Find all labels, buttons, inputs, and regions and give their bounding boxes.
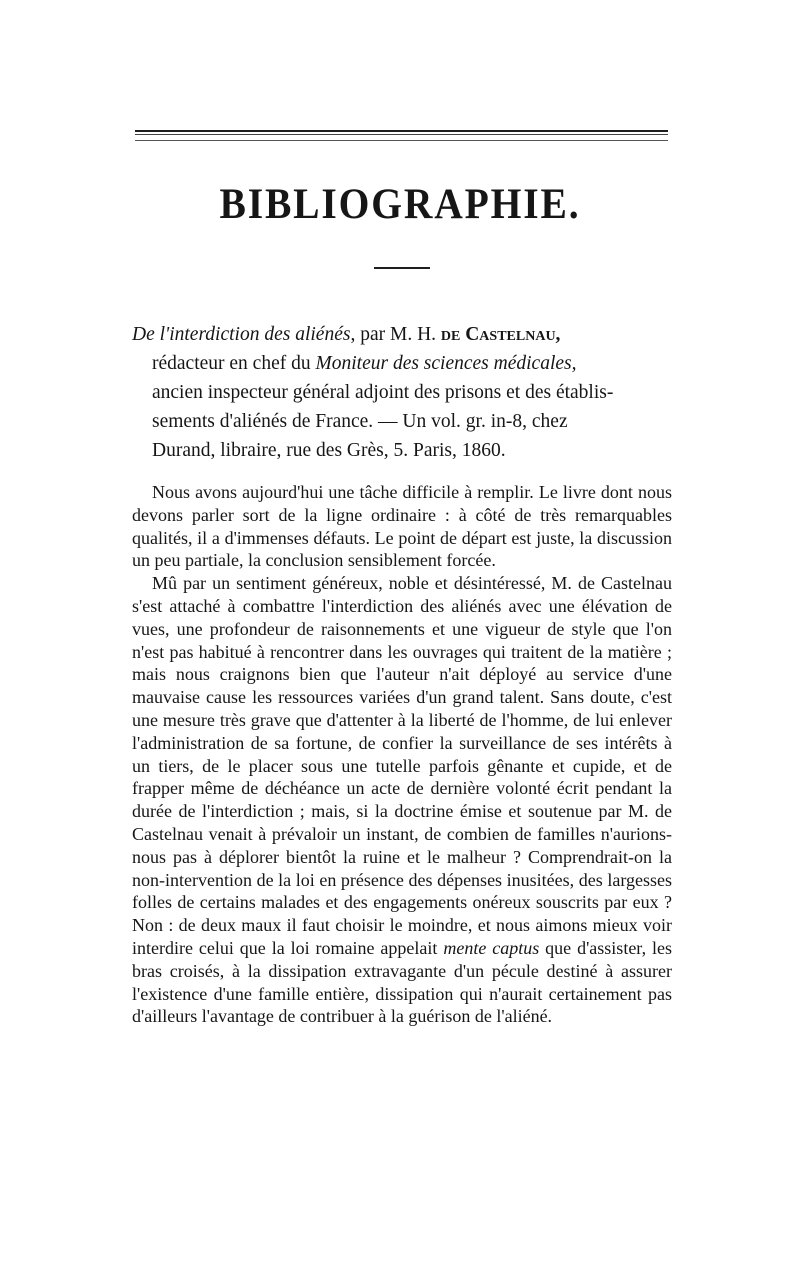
section-heading: BIBLIOGRAPHIE.: [219, 181, 581, 228]
header-rule: [135, 140, 668, 141]
book-title: De l'interdiction des aliénés: [132, 324, 351, 345]
paragraph-2: [132, 572, 672, 1028]
bibliographic-entry: [132, 320, 672, 465]
journal-name: Moniteur: [315, 353, 389, 374]
entry-line-5: Durand, libraire, rue des Grès, 5. Paris, 1860.: [152, 440, 506, 461]
entry-by: , par M. H.: [350, 324, 441, 345]
paragraph-2-text: Mû par un sentiment généreux, noble et désintéressé, M. de Castelnau s'est attaché à combattre l'interdiction des aliénés avec une élévation de vues, une profondeur de raisonnements et une vigueur de style que l'on n'est pas habitué à rencontrer dans les ouvrages qui traitent de la matière ; mais nous craignons bien que l'auteur n'ait déployé au service d'une mauvaise cause les ressources variées d'un grand talent. Sans doute, c'est une mesure très grave que d'attenter à la liberté de l'homme, de lui enlever l'administration de sa fortune, de confier la surveillance de ses intérêts à un tiers, de le placer sous une tutelle parfois gênante et cupide, et de frapper même de déchéance un acte de dernière volonté écrit pendant la durée de l'interdiction ; mais, si la doctrine émise et soutenue par M. de Castelnau venait à prévaloir un instant, de combien de familles n'aurions-nous pas à déplorer bientôt la ruine et le malheur ? Comprendrait-on la non-intervention de la loi en présence des dépenses inusitées, des largesses folles de certains malades et des engagements onéreux souscrits par eux ? Non : de deux maux il faut choisir le moindre, et nous aimons mieux voir interdire celui que la loi romaine appelait: [132, 573, 672, 958]
entry-line-2: [132, 349, 672, 378]
header-rule: [135, 134, 668, 135]
paragraph-1: Nous avons aujourd'hui une tâche difficile à remplir. Le livre dont nous devons parler sort de la ligne ordinaire : à côté de très remarquables qualités, il a d'immenses défauts. Le point de départ est juste, la discussion un peu partiale, la conclusion sensiblement forcée.: [132, 482, 672, 571]
entry-text: rédacteur en chef du: [152, 353, 316, 374]
entry-line-3: ancien inspecteur général adjoint des prisons et des établis-: [152, 382, 614, 403]
entry-line-1: [132, 320, 672, 349]
review-body: [132, 481, 672, 1028]
journal-name-rest: des sciences médicales,: [388, 353, 577, 374]
header-rule: [135, 130, 668, 132]
heading-divider: [374, 267, 430, 269]
paragraph-2-text-end: que d'assister, les bras croisés, à la dissipation extravagante d'un pécule destiné à assurer l'existence d'une famille entière, dissipation qui n'aurait certainement pas d'ailleurs l'avantage de contribuer à la guérison de l'aliéné.: [132, 937, 672, 1027]
author-name: de Castelnau,: [440, 324, 561, 345]
entry-line-4: sements d'aliénés de France. — Un vol. gr. in-8, chez: [152, 411, 568, 432]
latin-term: mente captus: [443, 937, 540, 958]
